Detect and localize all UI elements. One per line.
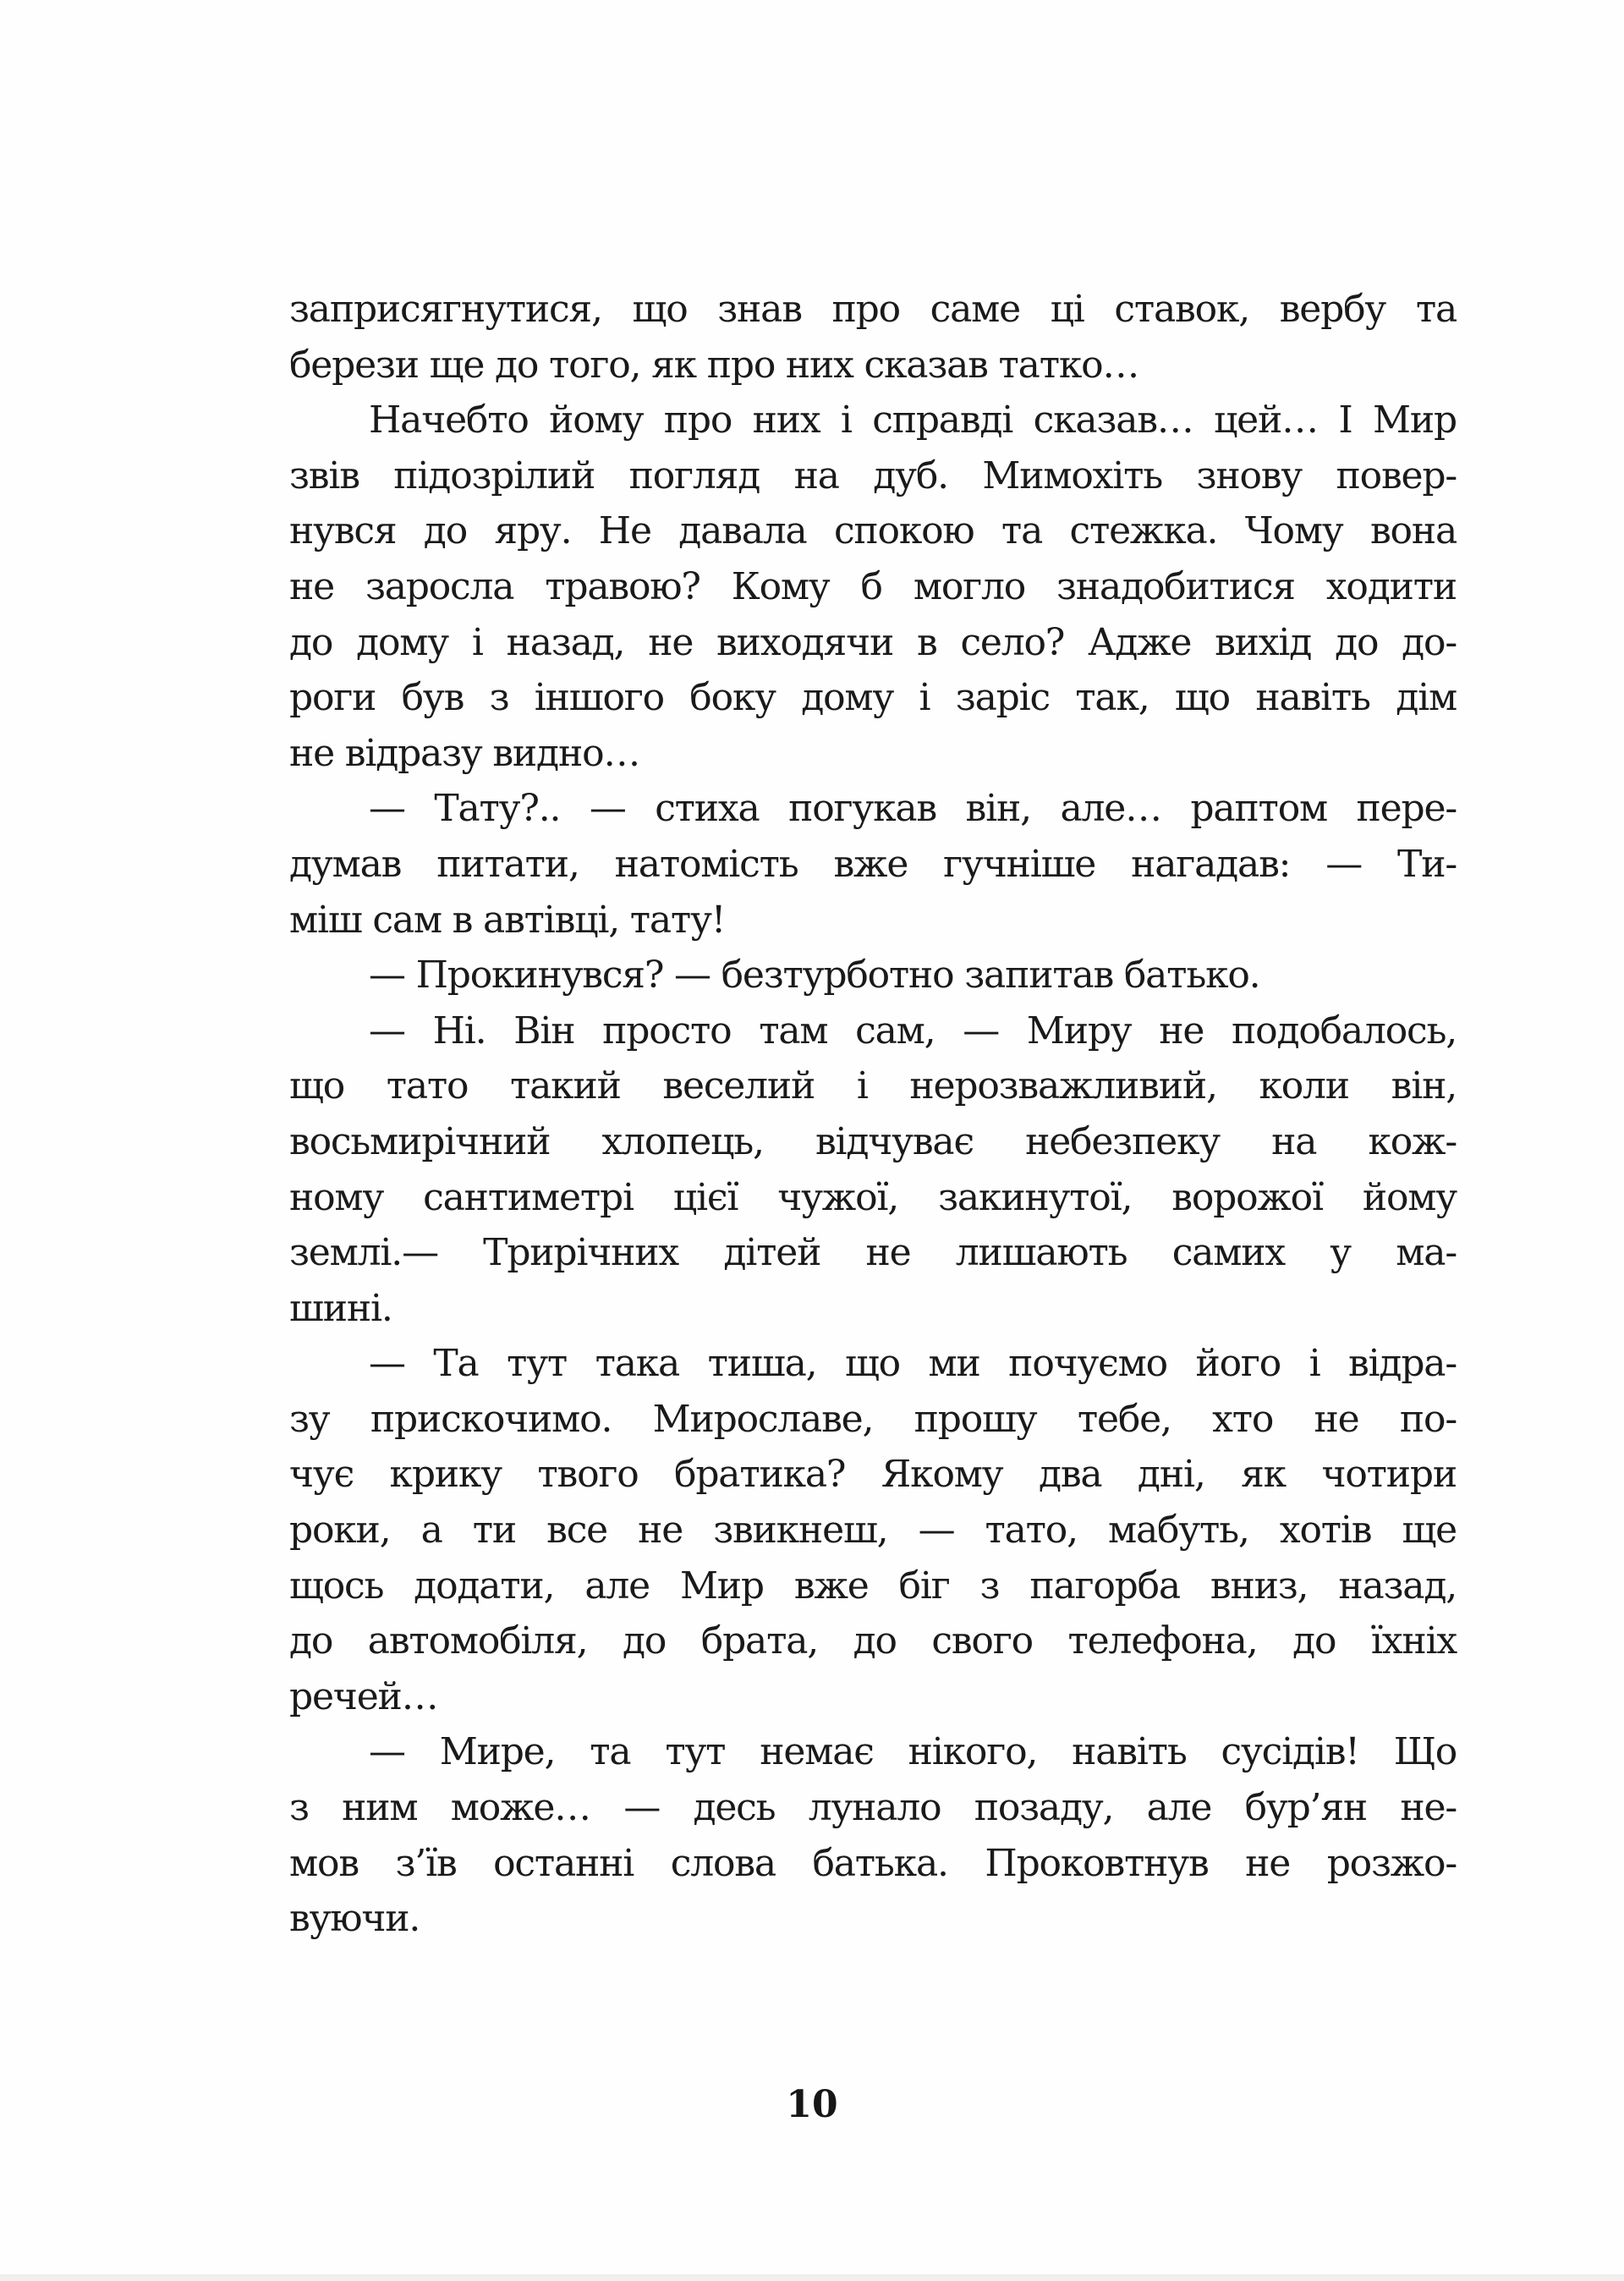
text-line: шині. [289,1286,392,1330]
text-line: нувся до яру. Не давала спокою та стежка. Чому вона [289,509,1457,553]
text-line: Начебто йому про них і справді сказав… цей… І Мир [369,398,1457,442]
text-line: речей… [289,1674,438,1718]
text-line: берези ще до того, як про них сказав татко… [289,343,1139,387]
text-line: що тато такий веселий і нерозважливий, коли він, [289,1064,1457,1108]
text-line: заприсягнутися, що знав про саме ці ставок, вербу та [289,288,1457,331]
text-line: мов з’їв останні слова батька. Проковтнув не розжо- [289,1841,1457,1885]
page-number: 10 [786,2083,838,2126]
text-line: чує крику твого братика? Якому два дні, як чотири [289,1453,1457,1497]
bottom-edge-strip [0,2274,1624,2281]
text-line: восьмирічний хлопець, відчуває небезпеку на кож- [289,1119,1457,1163]
text-line: думав питати, натомість вже гучніше нагадав: — Ти- [289,842,1457,886]
text-line: не заросла травою? Кому б могло знадобитися ходити [289,564,1457,608]
text-line: до дому і назад, не виходячи в село? Адже вихід до до- [289,620,1457,664]
text-line: — Мире, та тут немає нікого, навіть сусідів! Що [369,1730,1457,1774]
text-line: щось додати, але Мир вже біг з пагорба вниз, назад, [289,1564,1457,1608]
text-line: — Ні. Він просто там сам, — Миру не подобалось, [369,1009,1457,1053]
text-line: роки, а ти все не звикнеш, — тато, мабуть, хотів ще [289,1509,1457,1553]
body-text [289,282,1457,1947]
text-line: не відразу видно… [289,731,640,775]
text-line: міш сам в автівці, тату! [289,898,726,942]
text-line: — Прокинувся? — безтурботно запитав батько. [369,954,1260,998]
text-line: зу прискочимо. Мирославе, прошу тебе, хто не по- [289,1397,1457,1441]
text-line: — Та тут така тиша, що ми почуємо його і відра- [369,1342,1457,1386]
text-line: — Тату?.. — стиха погукав він, але… раптом пере- [369,787,1457,831]
text-line: звів підозрілий погляд на дуб. Мимохіть знову повер- [289,453,1457,497]
text-line: землі.— Трирічних дітей не лишають самих у ма- [289,1231,1457,1275]
text-line: до автомобіля, до брата, до свого телефона, до їхніх [289,1619,1457,1663]
text-line: вуючи. [289,1897,420,1941]
text-line: з ним може… — десь лунало позаду, але бур’ян не- [289,1786,1457,1830]
text-line: роги був з іншого боку дому і заріс так, що навіть дім [289,676,1457,720]
text-line: ному сантиметрі цієї чужої, закинутої, ворожої йому [289,1175,1457,1219]
